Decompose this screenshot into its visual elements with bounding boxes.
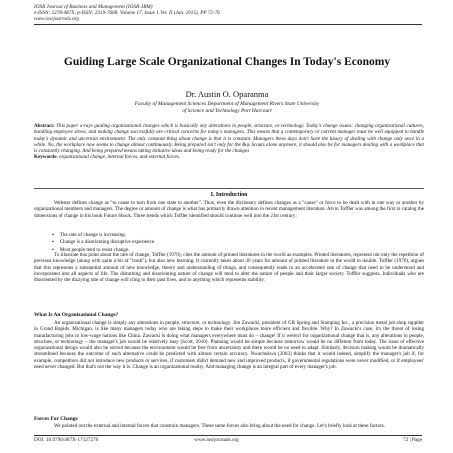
- bullet-list: [52, 232, 412, 254]
- journal-header: [34, 4, 424, 22]
- footer-page-number: 72 | Page: [403, 437, 422, 443]
- intro-paragraph-2: [34, 252, 424, 283]
- journal-issn: e-ISSN: 2278-487X, p-ISSN: 2319-7668. Volume 17, Issue 1.Ver. II (Jan. 2015), PP 72-76: [34, 10, 220, 16]
- affiliation-line-1: Faculty of Management Sciences Department of Management Rivers State University: [134, 101, 320, 107]
- abstract-label: Abstract:: [34, 123, 55, 129]
- abstract-block: [34, 123, 424, 161]
- subheading-forces-for-change: Forces For Change: [34, 416, 78, 422]
- list-item: ▪ Most people tend to resist change.: [52, 247, 412, 254]
- what-paragraph-1-text: An organizational change is simply any alterations in people, structure, or technology. Jim Zawacki, president of GR Spring and Stamping Inc., a precision metal job shop supplier in Grand Rapids. Michigan, is like many managers today who are taking steps to make their workplaces more efficient and flexible. Why? In Zawacki's case, it's the threat of losing manufacturing jobs to low-wage nations like China. Zawacki is doing what managers everywhere must do – change! If it weren't for organizational change that is, any alterations in people, structure, or technology – the manager's job would be relatively easy (Scott, 2010). Planning would be simple because tomorrow would be no different from today. The issue of effective organizational design would also be solved because the environment would be free from uncertainty and there would be no need to adapt. Similarly, decision making would be dramatically streamlined because the outcome of each alternative could be predicted with almost certain accuracy. Nwachukwu (2003) thinks that it would indeed, simplify the manager's job if, for example, competitors did not introduce new products or services, if customers didn't demand new and improved products, if governmental regulations were never modified, or if employees' need never changed. But that's not the way it is. Change is an organizational reality. And managing change is an integral part of every manager's job.: [34, 320, 424, 371]
- page-footer: [34, 437, 422, 445]
- abstract-rule: [34, 188, 424, 189]
- header-rule: [34, 24, 422, 25]
- list-item: ▪ The rate of change is increasing.: [52, 232, 412, 239]
- subheading-what-is-change: What Is An Organizational Change?: [34, 312, 119, 318]
- footer-doi: DOI: 10.9790/487X-17127276: [34, 437, 99, 443]
- author-affiliation: [60, 101, 394, 115]
- paper-title: Guiding Large Scale Organizational Changes In Today's Economy: [63, 56, 391, 68]
- forces-paragraph-1: [34, 423, 424, 429]
- footer-website: www.iosrjournals.org: [194, 437, 239, 443]
- footer-rule: [34, 435, 422, 436]
- section-heading-introduction: I. Introduction: [210, 192, 248, 198]
- intro-paragraph-1-text: Webster defines change as "to cause to turn from one state to another". Thus, even the dictionary defines changes as a "cause" or force to be dealt with in one way or another by organizational members and managers. The degree or amount of change is what has primarily drawn attention in recent management literature. Alvin Toffler was among the first to catalog the dimensions of change in his book Future Shock. Three trends which Toffler identified should continue well into the 21st century:: [34, 200, 424, 219]
- journal-website: www.iosrjournals.org: [34, 16, 79, 22]
- intro-paragraph-2-text: To illustrate this point about the rate of change, Toffler (1970), cites the amount of printed literatures in the world as examples. Printed literatures, represent not only the repetition of previous knowledge (along with quite a bit of "trash"), but also new learning. It currently takes about 30 years for amount of printed literature in the world to double. Toffler (1970), argues that this represents a substantial amount of new knowledge, theory and understanding of things, and consequently leads to an accelerated rate of change that need to be understood and incorporated into all aspects of life. The disturbing and disorienting nature of change will tend to alter the nature of people and their larger society. Toffler suggests. Individuals who are disoriented by the dizzying rate of change will cling to their past lives, and to anything which represents stability.: [34, 252, 424, 284]
- what-paragraph-1: [34, 320, 424, 370]
- affiliation-line-2: of Science and Technology Port Harcourt: [182, 108, 272, 114]
- intro-paragraph-1: [34, 200, 424, 219]
- forces-paragraph-1-text: We pointed out the external and internal forces that constrain managers. These same forces also bring about the need for change. Let's briefly look at these factors.: [54, 423, 385, 429]
- abstract-text: This paper x-rays guiding organizational changes which is basically any alterations in people, structure, or technology. Today's change issues: changing organizational cultures, handling employee stress, and making change successfully are critical concerns for today's managers. This means that a contemporary or current manager must be well equipped to handle today's dynamic and uncertain environment. The only constant thing about change is that it is constant. Managers these days don't have the luxury of dealing with change only once in a while. No, the workplace now seems to change almost continuously. Being prepared isn't only for the Boy Scouts alone anymore, it should also be for managers dealing with a workplace that is constantly changing. And being prepared means taking initiative ideas and being ready for the changes: [34, 123, 424, 155]
- author-name: Dr. Austin O. Oparanma: [185, 89, 269, 99]
- list-item: ▪ Change is a disorienting disruptive experience.: [52, 239, 412, 246]
- journal-name: IOSR Journal of Business and Management (IOSR-JBM): [34, 4, 153, 10]
- keywords-text: organizational change, internal forces, and external forces.: [57, 154, 181, 161]
- keywords-label: Keywords:: [34, 154, 58, 161]
